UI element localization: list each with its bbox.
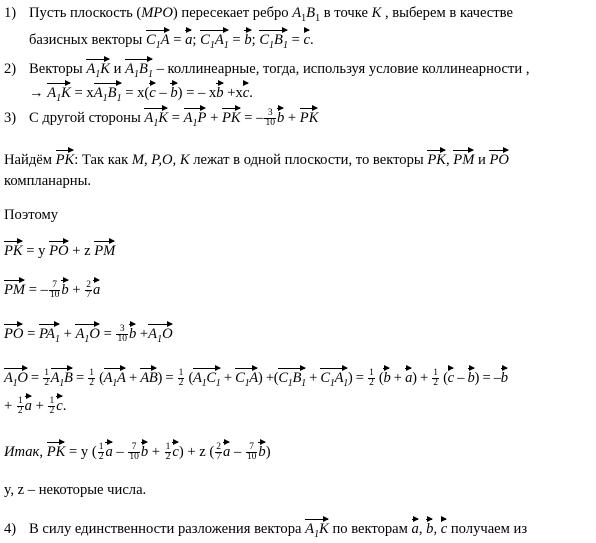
vector-ab: AB <box>140 367 157 386</box>
vector-b: b <box>61 279 68 298</box>
equation-a1o-line-1: $A_1O$ = $\frac{1}{2}$ $A_1B$ = $\frac{1}{2}$ $(A_1A + AB)$ = $\frac{1}{2}$ $(A_1C_1 + C_1A) +(C_1B_1 + C_1A_1)$ = $\frac{1}{2}$ (b + a) + $\frac{1}{2}$ (c – b) = –b <box>4 367 508 392</box>
fraction: $\frac{1}{2}$ <box>369 368 374 389</box>
fraction: $\frac{1}{2}$ <box>178 368 184 389</box>
vector-a: a <box>25 395 32 414</box>
vector-b: b <box>277 107 284 126</box>
vector-a1o: $A_1O$ <box>148 323 172 348</box>
vector-b: b <box>141 441 148 460</box>
fraction: $\frac{1}{2}$ <box>433 368 438 389</box>
vector-a1o: $A_1O$ <box>4 367 28 392</box>
step-2-line-1: 2) Векторы $A_1K$ и $A_1B_1$ – коллинеарные, тогда, используя условие коллинеарности , <box>4 58 530 83</box>
vector-c: c <box>172 441 178 460</box>
step-4-line: 4) В силу единственности разложения вектора $A_1K$ по векторам a, b, c получаем из <box>4 518 527 543</box>
vector-a1k: $A_1K$ <box>305 518 329 543</box>
vector-b: b <box>258 441 265 460</box>
fraction: $\frac{1}{2}$ <box>165 442 171 463</box>
therefore-line: Поэтому <box>4 207 59 223</box>
vector-b: b <box>216 82 223 101</box>
fraction: $\frac{7}{10}$ <box>246 442 257 463</box>
fraction: $\frac{3}{10}$ <box>265 108 275 129</box>
vector-c: c <box>441 518 447 537</box>
vector-pm: PM <box>94 240 115 259</box>
fraction: $\frac{1}{2}$ <box>98 442 104 463</box>
vector-a: a <box>185 29 192 48</box>
vector-a1k: $A_1K$ <box>86 58 110 83</box>
step-1-line-1: 1) Пусть плоскость (MPO) пересекает ребро $A_1B_1$ в точке K , выберем в качестве <box>4 5 513 24</box>
vector-c1a: $C_1A$ <box>146 29 170 54</box>
vector-pa1: $PA_1$ <box>39 323 60 348</box>
vector-b: b <box>501 367 508 386</box>
vector-a1b1: $A_1B_1$ <box>125 58 153 83</box>
vector-pk: PK <box>427 149 446 168</box>
vector-c: c <box>243 82 249 101</box>
vector-pk: PK <box>4 240 23 259</box>
vector-c1a1: $C_1A_1$ <box>320 367 347 392</box>
vector-a: a <box>105 441 112 460</box>
equation-po: PO = $PA_1 + A_1O$ = $\frac{3}{10}$ $b +A_1O$ <box>4 323 173 348</box>
vector-pk: PK <box>56 149 75 168</box>
vector-a: a <box>93 279 100 298</box>
vector-a1k: $A_1K$ <box>47 82 71 107</box>
vector-pm: PM <box>4 279 25 298</box>
vector-c: c <box>56 395 62 414</box>
step-2-line-2: → $A_1K = xA_1B_1 = x(c - b)$ = – xb +xc. <box>29 82 253 107</box>
equation-a1o-line-2: + $\frac{1}{2}$ a + $\frac{1}{2}$ c. <box>4 396 67 417</box>
vector-pm: PM <box>453 149 474 168</box>
vector-pk: PK <box>300 107 319 126</box>
fraction: $\frac{3}{10}$ <box>117 324 127 345</box>
fraction: $\frac{1}{2}$ <box>44 368 49 389</box>
vector-c1a1: $C_1A_1$ <box>200 29 229 54</box>
vector-pk: PK <box>222 107 241 126</box>
vector-b: b <box>468 367 475 386</box>
result-line: Итак, PK = y ( $\frac{1}{2}$ a – $\frac{7}{10}$ b + $\frac{1}{2}$ c) + z ( $\frac{2}{7}$ a – $\frac{7}{10}$ b) <box>4 442 271 463</box>
vector-b: b <box>129 323 136 342</box>
vector-b: b <box>426 518 433 537</box>
vector-a1k: $A_1K$ <box>144 107 168 132</box>
step-1-line-2: базисных векторы $C_1A = a$; $C_1A_1 = b$; $C_1B_1 = c$. <box>29 29 314 54</box>
fraction: $\frac{1}{2}$ <box>89 368 94 389</box>
fraction: $\frac{7}{10}$ <box>129 442 139 463</box>
find-pk-line: Найдём PK: Так как M, P,O, K лежат в одной плоскости, то векторы PK, PM и PO <box>4 149 509 168</box>
fraction: $\frac{2}{7}$ <box>216 442 222 463</box>
vector-c: c <box>448 367 454 386</box>
equation-pm: PM = – $\frac{7}{10}$ b + $\frac{2}{7}$ a <box>4 280 101 301</box>
vector-b: b <box>170 82 177 101</box>
fraction: $\frac{1}{2}$ <box>17 396 23 417</box>
vector-c1a: $C_1A$ <box>235 367 258 392</box>
vector-a1o: $A_1O$ <box>75 323 99 348</box>
vector-a1b1: $A_1B_1$ <box>94 82 122 107</box>
coplanar-line: компланарны. <box>4 173 92 189</box>
fraction: $\frac{7}{10}$ <box>49 280 60 301</box>
vector-pk: PK <box>47 441 66 460</box>
coefficients-line: y, z – некоторые числа. <box>4 482 147 498</box>
vector-a1b: $A_1B$ <box>51 367 73 392</box>
vector-a: a <box>405 367 412 386</box>
vector-a: a <box>223 441 230 460</box>
vector-c1b1: $C_1B_1$ <box>278 367 305 392</box>
vector-a1a: $A_1A$ <box>104 367 126 392</box>
vector-po: PO <box>4 323 23 342</box>
vector-c: c <box>304 29 310 48</box>
equation-pk: PK = y PO + z PM <box>4 240 115 259</box>
vector-a1c1: $A_1C_1$ <box>193 367 220 392</box>
vector-a: a <box>412 518 419 537</box>
vector-c: c <box>149 82 155 101</box>
step-3-line: 3) С другой стороны $A_1K = A_1P$ + PK = – $\frac{3}{10}$ b + PK <box>4 107 318 132</box>
vector-po: PO <box>489 149 508 168</box>
vector-a1p: $A_1P$ <box>184 107 207 132</box>
fraction: $\frac{1}{2}$ <box>49 396 55 417</box>
fraction: $\frac{2}{7}$ <box>86 280 91 301</box>
vector-b: b <box>244 29 251 48</box>
vector-po: PO <box>49 240 68 259</box>
vector-b: b <box>383 367 390 386</box>
vector-c1b1: $C_1B_1$ <box>259 29 288 54</box>
